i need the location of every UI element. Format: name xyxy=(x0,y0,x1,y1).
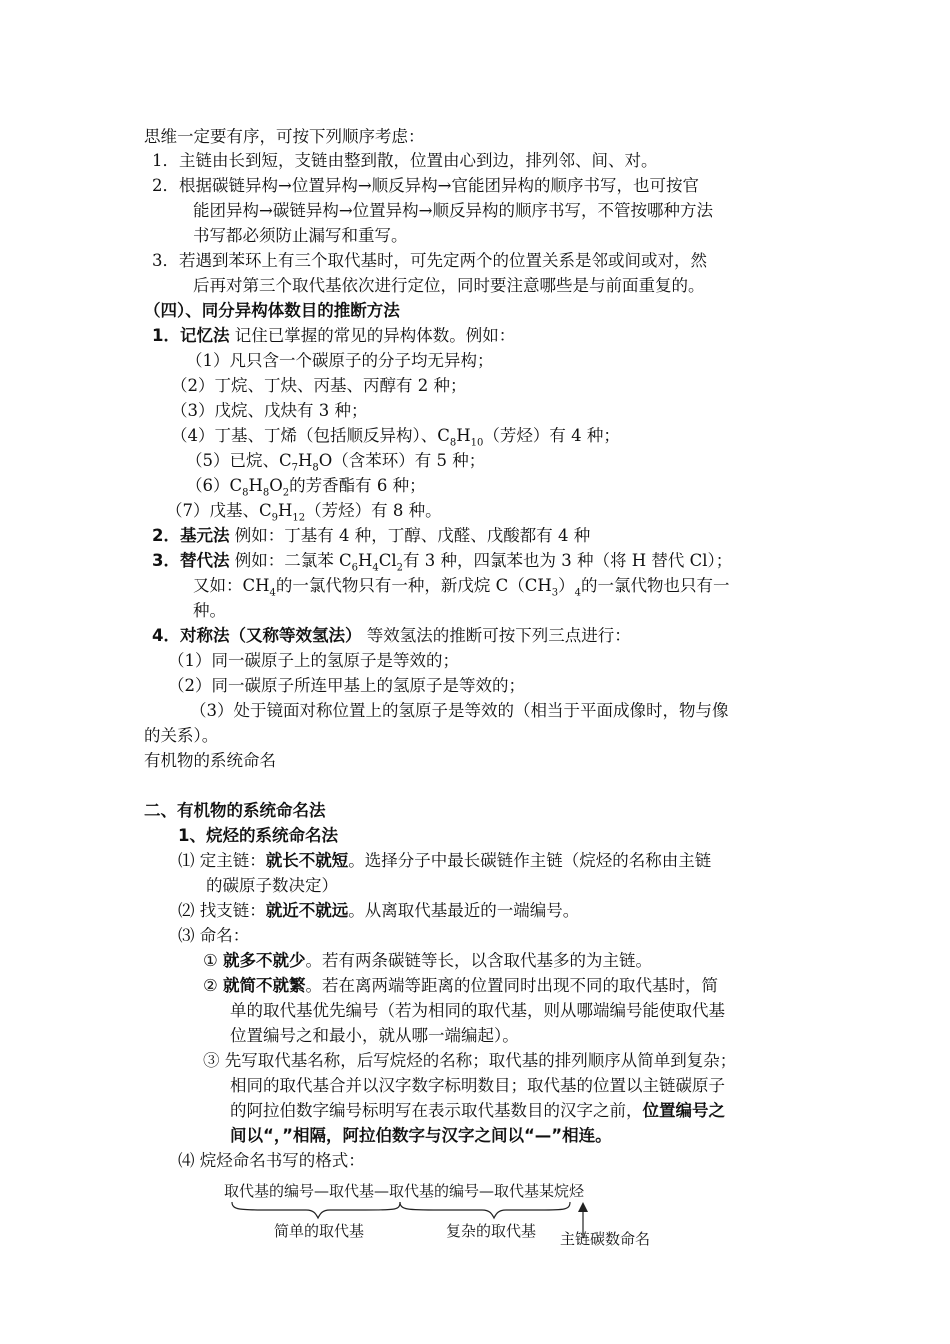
order-rule-2-cont: 能团异构→碳链异构→位置异构→顺反异构的顺序书写，不管按哪种方法 xyxy=(193,201,713,220)
step1-num: ⑴ 定主链： xyxy=(178,851,266,870)
step2-line xyxy=(178,900,579,922)
method4-rule-3: （3）处于镜面对称位置上的氢原子是等效的（相当于平面成像时，物与像 xyxy=(190,701,729,720)
method4-line xyxy=(152,625,631,647)
item4-text-a: （4）丁基、丁烯（包括顺反异构）、C xyxy=(171,426,450,445)
method3-l2-text-d: 的一氯代物也只有一 xyxy=(581,576,730,595)
step3-a-text: 。若有两条碳链等长，以含取代基多的为主链。 xyxy=(305,951,653,970)
item4-text-c: （芳烃）有 4 种； xyxy=(483,426,620,445)
method3-sub-3: 2 xyxy=(396,562,404,574)
item5-sub-1: 7 xyxy=(291,462,298,474)
method4-rule-1: （1）同一碳原子上的氢原子是等效的； xyxy=(168,651,459,670)
item6-text-a: （6）C xyxy=(186,476,243,495)
step2-bold: 就近不就远 xyxy=(265,901,349,920)
method2-title: 2．基元法 xyxy=(152,526,230,545)
method4-text: 等效氢法的推断可按下列三点进行： xyxy=(361,626,631,645)
step2-text: 。从离取代基最近的一端编号。 xyxy=(348,901,580,920)
item7-text-b: H xyxy=(278,501,293,520)
section2-title: 二、有机物的系统命名法 xyxy=(144,801,326,820)
brace-complex xyxy=(400,1202,570,1218)
section4-title: （四）、同分异构体数目的推断方法 xyxy=(144,301,400,320)
format-formula: 取代基的编号—取代基—取代基的编号—取代基某烷烃 xyxy=(224,1182,585,1200)
method3-text-a: 例如：二氯苯 C xyxy=(229,551,352,570)
step3-line: ⑶ 命名： xyxy=(178,926,250,945)
method1-item-6 xyxy=(186,475,426,497)
method4-rule-3-cont: 的关系）。 xyxy=(144,726,219,745)
step3-c-text: 的阿拉伯数字编号标明写在表示取代基数目的汉字之前， xyxy=(230,1101,643,1120)
item4-text-b: H xyxy=(456,426,471,445)
step4-line: ⑷ 烷烃命名书写的格式： xyxy=(178,1151,365,1170)
order-rule-2: 2．根据碳链异构→位置异构→顺反异构→官能团异构的顺序书写，也可按官 xyxy=(152,176,699,195)
item5-text-a: （5）已烷、C xyxy=(186,451,292,470)
order-rule-1: 1．主链由长到短，支链由整到散，位置由心到边，排列邻、间、对。 xyxy=(152,151,658,170)
step2-num: ⑵ 找支链： xyxy=(178,901,266,920)
item6-sub-2: 8 xyxy=(262,487,270,499)
method3-text-b: H xyxy=(357,551,373,570)
arrow-head xyxy=(578,1202,588,1212)
method3-sub-2: 4 xyxy=(372,562,379,574)
order-rule-3: 3．若遇到苯环上有三个取代基时，可先定两个的位置关系是邻或间或对，然 xyxy=(152,251,707,270)
brace-simple xyxy=(232,1202,400,1218)
order-rule-2-cont2: 书写都必须防止漏写和重写。 xyxy=(193,226,408,245)
method3-title: 3．替代法 xyxy=(152,551,230,570)
label-simple-substituent: 简单的取代基 xyxy=(274,1222,365,1240)
step3-c-bold: 位置编号之 xyxy=(642,1101,725,1120)
intro-text: 思维一定要有序，可按下列顺序考虑： xyxy=(144,127,425,146)
method1-title: 1．记忆法 xyxy=(152,326,230,345)
method3-line-1 xyxy=(152,550,732,572)
step1-cont: 的碳原子数决定） xyxy=(206,876,338,895)
method1-item-5 xyxy=(186,450,485,472)
method1-text: 记住已掌握的常见的异构体数。例如： xyxy=(229,326,516,345)
item6-sub-3: 2 xyxy=(282,487,290,499)
step3-b-cont2: 位置编号之和最小，就从哪一端编起）。 xyxy=(230,1026,519,1045)
step1-bold: 就长不就短 xyxy=(265,851,349,870)
method3-sub-1: 6 xyxy=(351,562,358,574)
method1-item-2: （2）丁烷、丁炔、丙基、丙醇有 2 种； xyxy=(171,376,467,395)
method3-l2-sub-2: 3 xyxy=(551,587,559,599)
method2-text: 例如：丁基有 4 种，丁醇、戊醛、戊酸都有 4 种 xyxy=(229,526,591,545)
step1-text: 。选择分子中最长碳链作主链（烷烃的名称由主链 xyxy=(348,851,712,870)
item5-sub-2: 8 xyxy=(312,462,319,474)
method3-line-3: 种。 xyxy=(193,601,226,620)
step3-b-text: 。若在离两端等距离的位置同时出现不同的取代基时，简 xyxy=(305,976,719,995)
alkane-naming-title: 1、烷烃的系统命名法 xyxy=(178,826,338,845)
naming-format-diagram xyxy=(220,1176,660,1256)
step3-c-cont3: 间以“，”相隔，阿拉伯数字与汉字之间以“—”相连。 xyxy=(230,1126,612,1145)
method1-line xyxy=(152,325,515,347)
step3-c-cont: 相同的取代基合并以汉字数字标明数目；取代基的位置以主链碳原子 xyxy=(230,1076,725,1095)
method1-item-7 xyxy=(166,500,442,522)
method3-l2-sub-1: 4 xyxy=(269,587,276,599)
method3-l2-text-c: ） xyxy=(558,576,575,595)
method4-rule-2: （2）同一碳原子所连甲基上的氢原子是等效的； xyxy=(168,676,525,695)
step3-b-bold: 就简不就繁 xyxy=(223,976,306,995)
step3-c-cont2 xyxy=(230,1100,725,1122)
method3-l2-text-b: 的一氯代物只有一种，新戊烷 C（CH xyxy=(275,576,552,595)
label-main-chain: 主链碳数命名 xyxy=(560,1230,651,1248)
step3-a-marker: ① xyxy=(203,951,224,970)
method3-l2-sub-3: 4 xyxy=(574,587,582,599)
item7-text-a: （7）戊基、C xyxy=(166,501,272,520)
method1-item-1: （1）凡只含一个碳原子的分子均无异构； xyxy=(186,351,494,370)
step3-b-cont: 单的取代基优先编号（若为相同的取代基，则从哪端编号能使取代基 xyxy=(230,1001,725,1020)
item7-sub-2: 12 xyxy=(292,512,306,524)
method2-line xyxy=(152,525,590,547)
order-rule-3-cont: 后再对第三个取代基依次进行定位，同时要注意哪些是与前面重复的。 xyxy=(193,276,705,295)
item6-text-c: O xyxy=(269,476,283,495)
item6-sub-1: 8 xyxy=(242,487,249,499)
item4-sub-2: 10 xyxy=(470,437,484,449)
step3-c: ③ 先写取代基名称，后写烷烃的名称；取代基的排列顺序从简单到复杂； xyxy=(203,1051,737,1070)
item6-text-d: 的芳香酯有 6 种； xyxy=(289,476,426,495)
method4-title: 4．对称法（又称等效氢法） xyxy=(152,626,362,645)
method3-text-c: Cl xyxy=(378,551,397,570)
label-complex-substituent: 复杂的取代基 xyxy=(446,1222,537,1240)
item6-text-b: H xyxy=(248,476,263,495)
item4-sub-1: 8 xyxy=(449,437,457,449)
step3-a-bold: 就多不就少 xyxy=(223,951,306,970)
method3-text-d: 有 3 种，四氯苯也为 3 种（将 H 替代 Cl）； xyxy=(403,551,733,570)
item5-text-b: H xyxy=(298,451,313,470)
method1-item-3: （3）戊烷、戊炔有 3 种； xyxy=(171,401,368,420)
step3-b xyxy=(203,975,718,997)
method1-item-4 xyxy=(171,425,620,447)
step3-b-marker: ② xyxy=(203,976,224,995)
item7-text-c: （芳烃）有 8 种。 xyxy=(305,501,442,520)
naming-heading: 有机物的系统命名 xyxy=(144,751,276,770)
method3-l2-text-a: 又如：CH xyxy=(193,576,270,595)
item5-text-c: O（含苯环）有 5 种； xyxy=(318,451,486,470)
item7-sub-1: 9 xyxy=(271,512,278,524)
method3-line-2 xyxy=(193,575,730,597)
step1-line xyxy=(178,850,711,872)
step3-a xyxy=(203,950,652,972)
